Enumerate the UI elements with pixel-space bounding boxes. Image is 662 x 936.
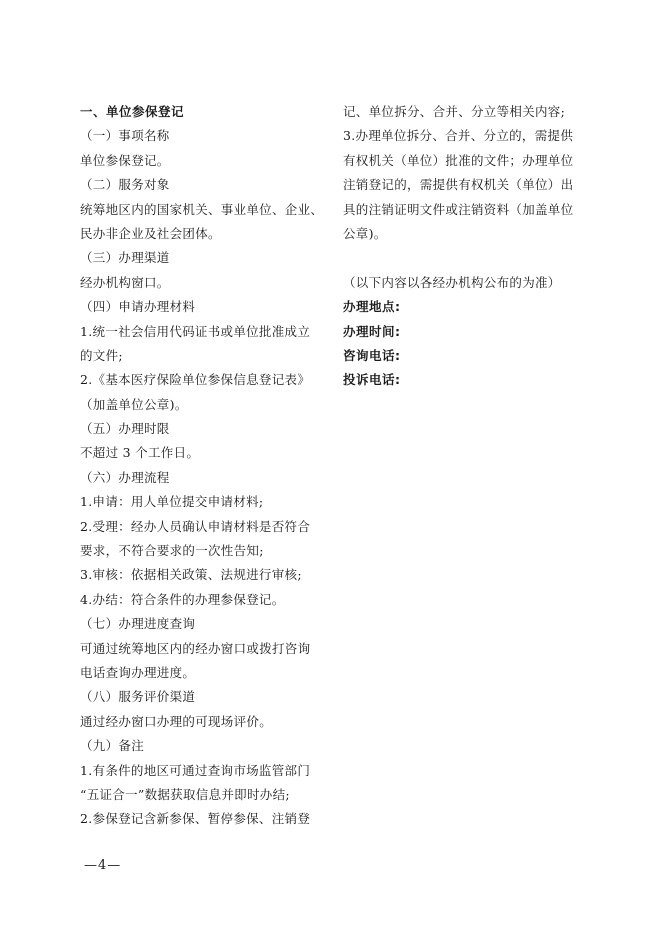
- left-section-title: （九）备注: [80, 738, 145, 754]
- right-text-line: （以下内容以各经办机构公布的为准）: [343, 274, 561, 290]
- left-heading: 一、单位参保登记: [80, 104, 185, 119]
- left-section-title: （五）办理时限: [80, 421, 170, 437]
- left-section-title: （二）服务对象: [80, 177, 170, 193]
- left-text-line: 1.有条件的地区可通过查询市场监管部门: [80, 762, 311, 778]
- left-text-line: 3.审核：依据相关政策、法规进行审核;: [80, 567, 302, 583]
- right-text-line: 3.办理单位拆分、合并、分立的，需提供: [343, 128, 574, 144]
- right-column: [343, 100, 588, 393]
- right-heading: 办理地点:: [343, 299, 401, 315]
- left-section-title: （三）办理渠道: [80, 250, 170, 266]
- left-text-line: “五证合一”数据获取信息并即时办结;: [80, 786, 290, 802]
- left-text-line: 1.申请：用人单位提交申请材料;: [80, 494, 264, 510]
- left-text-line: （加盖单位公章)。: [80, 396, 188, 412]
- left-section-title: （六）办理流程: [80, 469, 170, 485]
- left-text-line: 统筹地区内的国家机关、事业单位、企业、: [80, 201, 324, 217]
- left-text-line: 4.办结：符合条件的办理参保登记。: [80, 591, 285, 607]
- right-heading: 办理时间:: [343, 323, 401, 339]
- left-section-title: （一）事项名称: [80, 128, 170, 144]
- right-text-line: 有权机关（单位）批准的文件；办理单位: [343, 152, 574, 168]
- left-text-line: 的文件;: [80, 347, 123, 363]
- left-text-line: 通过经办窗口办理的可现场评价。: [80, 713, 273, 729]
- left-text-line: 2.受理：经办人员确认申请材料是否符合: [80, 518, 311, 534]
- left-text-line: 电话查询办理进度。: [80, 664, 196, 680]
- left-text-line: 1.统一社会信用代码证书或单位批准成立: [80, 323, 311, 339]
- right-heading: 咨询电话:: [343, 347, 401, 363]
- left-text-line: 2.参保登记含新参保、暂停参保、注销登: [80, 811, 311, 827]
- left-text-line: 民办非企业及社会团体。: [80, 225, 221, 241]
- right-text-line: 记、单位拆分、合并、分立等相关内容;: [343, 104, 566, 119]
- left-section-title: （四）申请办理材料: [80, 299, 196, 315]
- left-text-line: 经办机构窗口。: [80, 274, 170, 290]
- right-text-line: 具的注销证明文件或注销资料（加盖单位: [343, 201, 574, 217]
- left-column: [80, 100, 325, 832]
- left-section-title: （七）办理进度查询: [80, 616, 196, 632]
- left-text-line: 可通过统筹地区内的经办窗口或拨打咨询: [80, 640, 311, 656]
- right-text-line: 注销登记的，需提供有权机关（单位）出: [343, 177, 574, 193]
- left-text-line: 2.《基本医疗保险单位参保信息登记表》: [80, 372, 311, 388]
- left-text-line: 不超过 3 个工作日。: [80, 445, 200, 461]
- right-spacer: [343, 246, 588, 270]
- right-heading: 投诉电话:: [343, 372, 401, 388]
- page-number: —4—: [84, 858, 122, 873]
- left-text-line: 要求，不符合要求的一次性告知;: [80, 543, 264, 559]
- left-text-line: 单位参保登记。: [80, 152, 170, 168]
- right-text-line: 公章)。: [343, 225, 387, 241]
- left-section-title: （八）服务评价渠道: [80, 689, 196, 705]
